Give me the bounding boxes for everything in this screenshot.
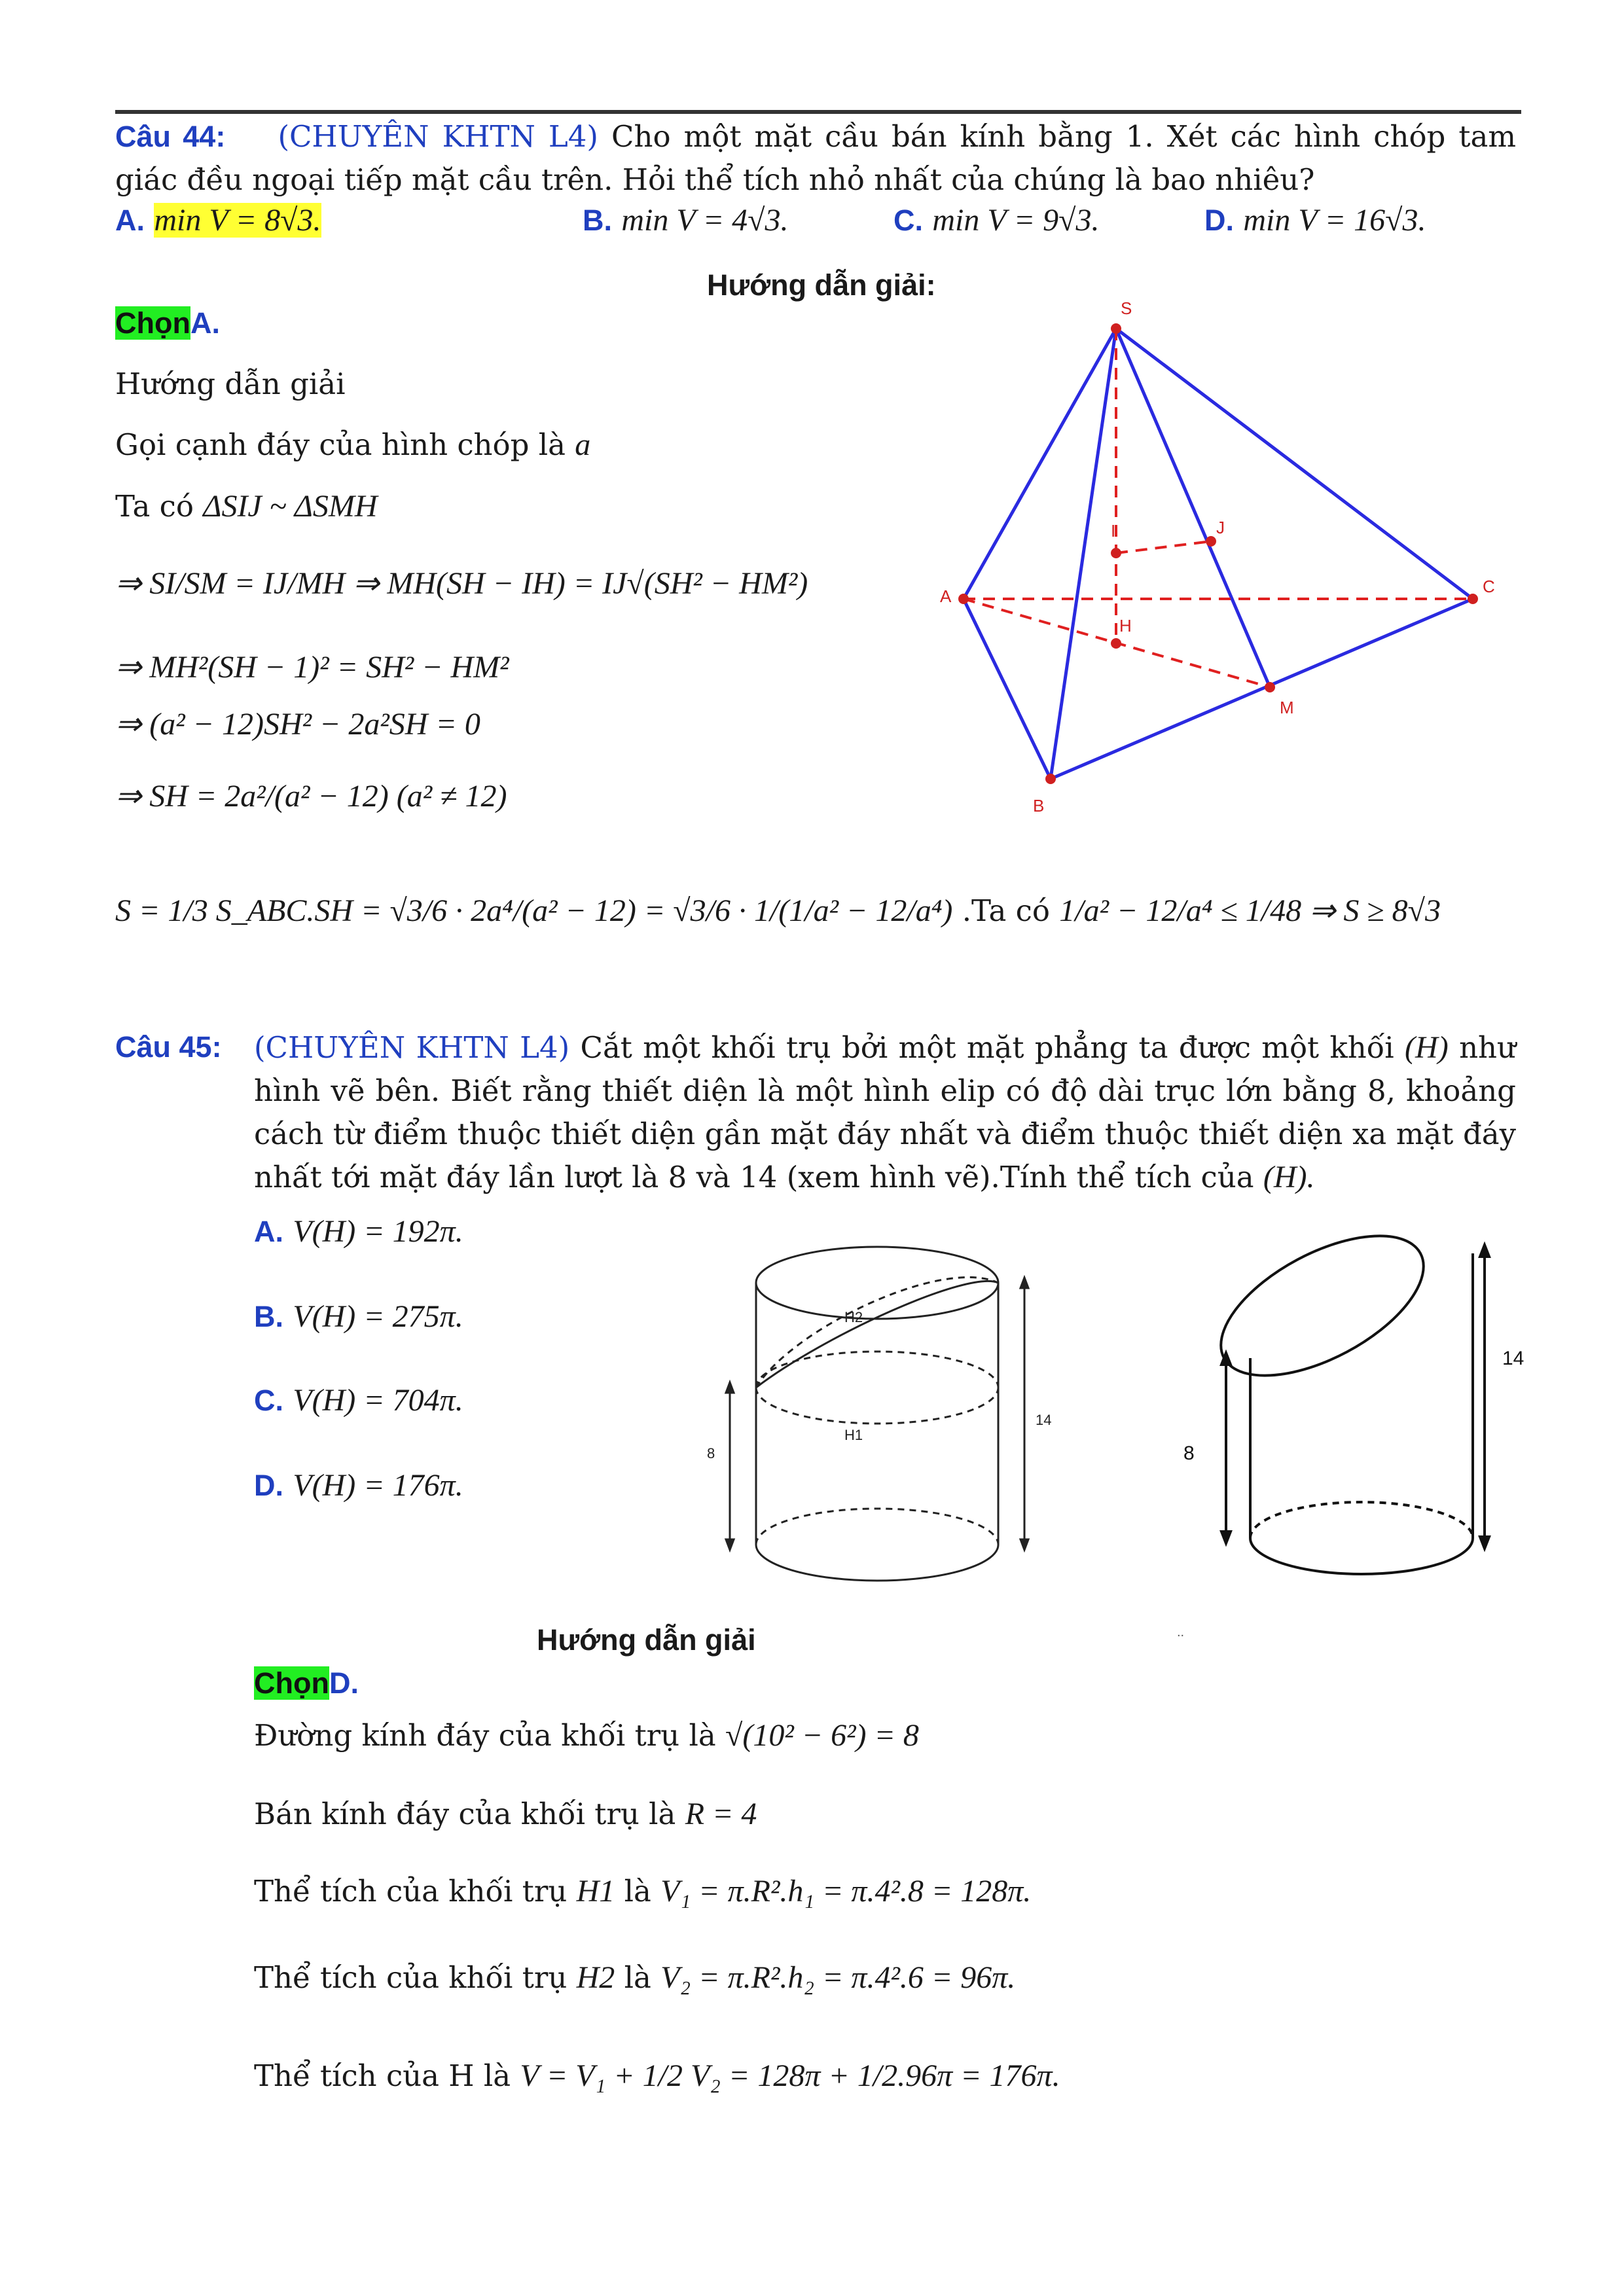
point-label-h: H	[1119, 616, 1132, 636]
q44-sol-line1: Hướng dẫn giải	[115, 367, 346, 401]
label-8-right: 8	[1183, 1443, 1195, 1464]
q45-option-b: B. V(H) = 275π.	[254, 1299, 463, 1334]
q44-sol-line3: Ta có ΔSIJ ~ ΔSMH	[115, 489, 378, 524]
point-label-i: I	[1111, 521, 1116, 541]
point-label-b: B	[1033, 796, 1045, 816]
q44-label: Câu 44:	[115, 120, 226, 153]
q44-answer: A.	[190, 306, 220, 340]
point-label-c: C	[1483, 577, 1495, 596]
q45-sol-line3: Thể tích của khối trụ H1 là V₁ = π.R².h₁ = π.4².8 = 128π.	[254, 1874, 1032, 1909]
q44-guide-title: Hướng dẫn giải:	[707, 268, 936, 302]
q45-option-c: C. V(H) = 704π.	[254, 1383, 463, 1418]
q45-source: (CHUYÊN KHTN L4)	[254, 1030, 570, 1065]
q44-sol-line2: Gọi cạnh đáy của hình chóp là a	[115, 427, 591, 462]
q44-option-c: C. min V = 9√3.	[893, 203, 1100, 238]
cylinder-figure-left	[694, 1230, 1087, 1597]
point-label-a: A	[940, 586, 952, 606]
q44-eq1: ⇒ SI/SM = IJ/MH ⇒ MH(SH − IH) = IJ√(SH² − HM²)	[115, 566, 808, 601]
stray-dots: ..	[1177, 1625, 1185, 1636]
q45-option-d: D. V(H) = 176π.	[254, 1468, 463, 1503]
q44-option-b: B. min V = 4√3.	[583, 203, 789, 238]
label-14-left: 14	[1036, 1412, 1052, 1428]
q45-guide-title: Hướng dẫn giải	[537, 1623, 756, 1657]
q45-label: Câu 45:	[115, 1030, 222, 1064]
q45-choose: ChọnD.	[254, 1666, 359, 1700]
q45-sol-line1: Đường kính đáy của khối trụ là √(10² − 6²) = 8	[254, 1718, 919, 1753]
label-14-right: 14	[1502, 1348, 1525, 1369]
point-label-j: J	[1216, 518, 1225, 537]
label-8-left: 8	[707, 1445, 715, 1462]
cylinder-figure-right	[1172, 1230, 1538, 1636]
top-rule	[115, 110, 1521, 114]
pyramid-dashed-lines	[964, 329, 1473, 687]
label-h2: H2	[844, 1309, 863, 1325]
q45-statement: (CHUYÊN KHTN L4) Cắt một khối trụ bởi một mặt phẳng ta được một khối (H) như hình vẽ bên. Biết rằng thiết diện là một hình elip có độ dài trục lớn bằng 8, khoảng cách từ điểm thuộc thiết diện gần mặt đáy nhất và điểm thuộc thiết diện xa mặt đáy nhất tới mặt đáy lần lượt là 8 và 14 (xem hình vẽ).Tính thể tích của (H).	[254, 1030, 1517, 1194]
q44-option-d-value: min V = 16√3.	[1243, 203, 1426, 238]
q45-sol-line2: Bán kính đáy của khối trụ là R = 4	[254, 1797, 757, 1831]
q44-option-c-value: min V = 9√3.	[932, 203, 1100, 238]
q44-option-b-value: min V = 4√3.	[621, 203, 789, 238]
q44-option-d: D. min V = 16√3.	[1204, 203, 1426, 238]
q44-eq4: ⇒ SH = 2a²/(a² − 12) (a² ≠ 12)	[115, 779, 507, 814]
q45-sol-line5: Thể tích của H là V = V₁ + 1/2 V₂ = 128π + 1/2.96π = 176π.	[254, 2058, 1060, 2093]
q44-eq5: S = 1/3 S_ABC.SH = √3/6 · 2a⁴/(a² − 12) = √3/6 · 1/(1/a² − 12/a⁴) .Ta có 1/a² − 12/a⁴ ≤ 1/48 ⇒ S ≥ 8√3	[115, 893, 1441, 928]
pyramid-solid-edges	[964, 329, 1473, 779]
q44-statement	[115, 115, 1516, 202]
label-h1: H1	[844, 1427, 863, 1443]
pyramid-figure	[929, 295, 1519, 831]
q44-choose: ChọnA.	[115, 306, 220, 340]
q45-answer: D.	[329, 1666, 359, 1700]
q44-eq3: ⇒ (a² − 12)SH² − 2a²SH = 0	[115, 707, 480, 742]
point-label-s: S	[1121, 298, 1132, 318]
q45-option-a: A. V(H) = 192π.	[254, 1214, 463, 1249]
q45-first-line	[115, 1026, 222, 1068]
q44-text: Cho một mặt cầu bán kính bằng 1. Xét các hình chóp tam giác đều ngoại tiếp mặt cầu trên. Hỏi thể tích nhỏ nhất của chúng là bao nhiêu?	[115, 119, 1516, 197]
q44-source: (CHUYÊN KHTN L4)	[278, 119, 598, 154]
q44-option-a: A. min V = 8√3.	[115, 203, 321, 238]
q44-eq2: ⇒ MH²(SH − 1)² = SH² − HM²	[115, 650, 509, 685]
q44-option-a-value: min V = 8√3.	[154, 203, 321, 238]
point-label-m: M	[1280, 698, 1294, 717]
q45-sol-line4: Thể tích của khối trụ H2 là V₂ = π.R².h₂ = π.4².6 = 96π.	[254, 1960, 1016, 1995]
pyramid-points	[958, 323, 1478, 784]
